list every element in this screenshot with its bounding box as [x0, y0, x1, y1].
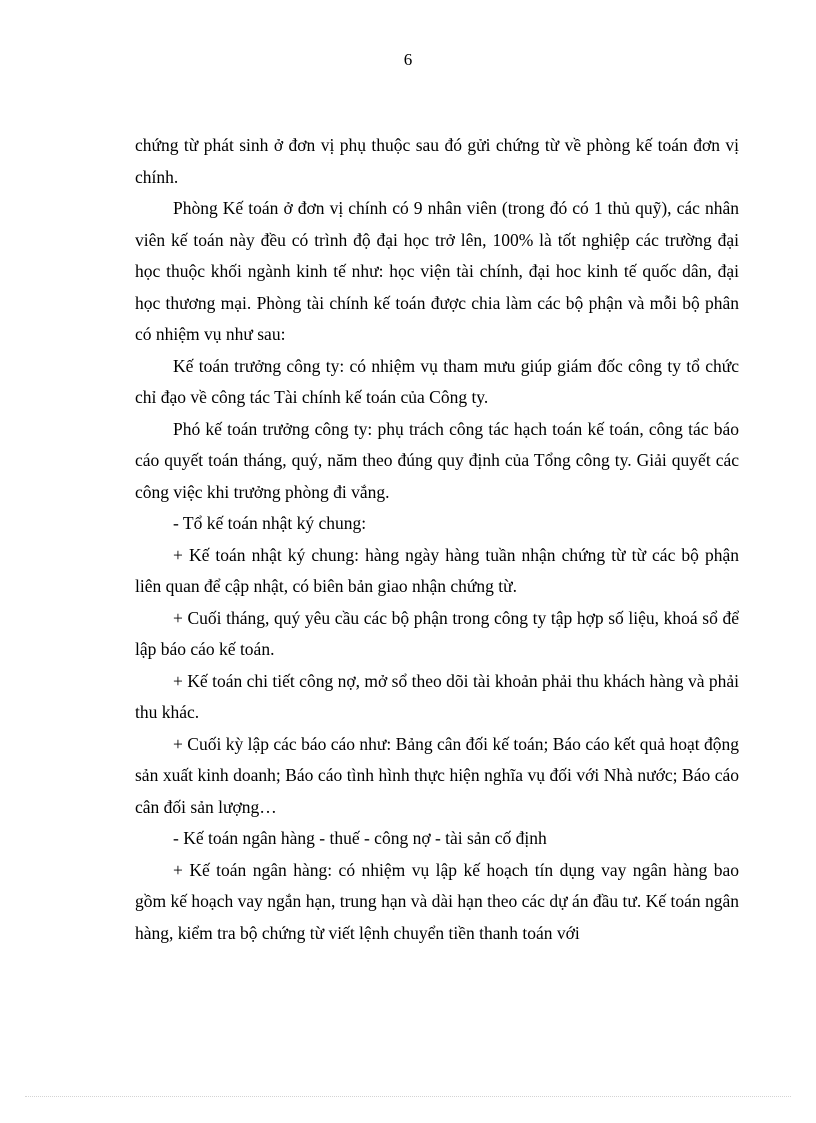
- paragraph-continuation: chứng từ phát sinh ở đơn vị phụ thuộc sau đó gửi chứng từ về phòng kế toán đơn vị chính.: [135, 135, 739, 187]
- paragraph-bank-tax-team: - Kế toán ngân hàng - thuế - công nợ - tài sản cố định: [173, 828, 547, 848]
- page-number: 6: [403, 50, 413, 69]
- paragraph-general-journal-accountant: + Kế toán nhật ký chung: hàng ngày hàng tuần nhận chứng từ từ các bộ phận liên quan để cập nhật, có biên bản giao nhận chứng từ.: [135, 544, 739, 596]
- paragraph-receivables: + Kế toán chi tiết công nợ, mở sổ theo dõi tài khoản phải thu khách hàng và phải thu khác.: [135, 670, 739, 722]
- paragraph-bank-accountant: + Kế toán ngân hàng: có nhiệm vụ lập kế hoạch tín dụng vay ngân hàng bao gồm kế hoạch vay ngắn hạn, trung hạn và dài hạn theo các dự án đầu tư. Kế toán ngân hàng, kiểm tra bộ chứng từ viết lệnh chuyển tiền thanh toán với: [135, 859, 739, 943]
- paragraph-period-reports: + Cuối kỳ lập các báo cáo như: Bảng cân đối kế toán; Báo cáo kết quả hoạt động sản xuất kinh doanh; Báo cáo tình hình thực hiện nghĩa vụ đối với Nhà nước; Báo cáo cân đối sản lượng…: [135, 733, 739, 817]
- paragraph-month-end: + Cuối tháng, quý yêu cầu các bộ phận trong công ty tập hợp số liệu, khoá sổ để lập báo cáo kế toán.: [135, 607, 739, 659]
- paragraph-general-journal-team: - Tổ kế toán nhật ký chung:: [173, 513, 367, 533]
- page-bottom-divider: [25, 1096, 791, 1097]
- paragraph-accounting-department: Phòng Kế toán ở đơn vị chính có 9 nhân viên (trong đó có 1 thủ quỹ), các nhân viên kế toán này đều có trình độ đại học trở lên, 100% là tốt nghiệp các trường đại học thuộc khối ngành kinh tế như: học viện tài chính, đại hoc kinh tế quốc dân, đại học thương mại. Phòng tài chính kế toán được chia làm các bộ phận và mỗi bộ phân có nhiệm vụ như sau:: [135, 198, 739, 344]
- body-text: [135, 130, 739, 949]
- paragraph-chief-accountant: Kế toán trưởng công ty: có nhiệm vụ tham mưu giúp giám đốc công ty tổ chức chỉ đạo về công tác Tài chính kế toán của Công ty.: [135, 355, 739, 407]
- paragraph-deputy-chief-accountant: Phó kế toán trưởng công ty: phụ trách công tác hạch toán kế toán, công tác báo cáo quyết toán tháng, quý, năm theo đúng quy định của Tổng công ty. Giải quyết các công việc khi trưởng phòng đi vắng.: [135, 418, 739, 502]
